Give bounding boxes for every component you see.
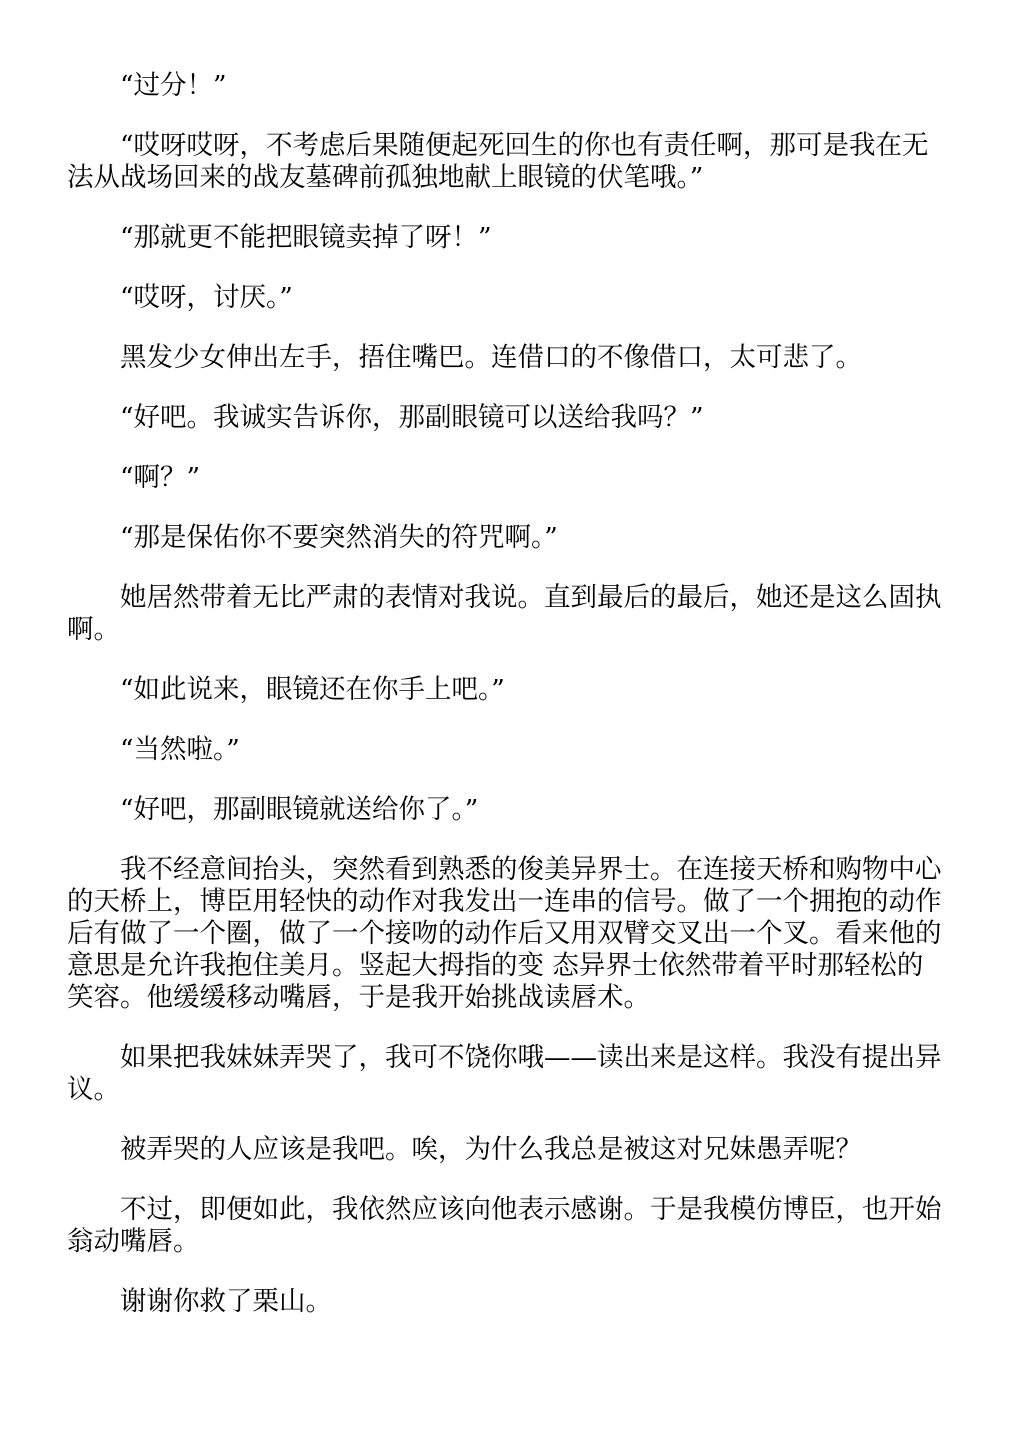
- paragraph-3: “那就更不能把眼镜卖掉了呀！”: [120, 222, 492, 253]
- paragraph-9: 她居然带着无比严肃的表情对我说。直到最后的最后，她还是这么固执啊。: [67, 582, 942, 645]
- paragraph-2: “哎呀哎呀，不考虑后果随便起死回生的你也有责任啊，那可是我在无法从战场回来的战友墓碑前孤独地献上眼镜的伏笔哦。”: [67, 130, 929, 193]
- paragraph-16: 不过，即便如此，我依然应该向他表示感谢。于是我模仿博臣，也开始翁动嘴唇。: [67, 1194, 942, 1257]
- paragraph-4: “哎呀，讨厌。”: [120, 282, 293, 313]
- paragraph-5: 黑发少女伸出左手，捂住嘴巴。连借口的不像借口，太可悲了。: [120, 342, 862, 373]
- paragraph-15: 被弄哭的人应该是我吧。唉，为什么我总是被这对兄妹愚弄呢？: [120, 1134, 862, 1165]
- paragraph-7: “啊？”: [120, 462, 201, 493]
- paragraph-17: 谢谢你救了栗山。: [120, 1286, 332, 1317]
- paragraph-8: “那是保佑你不要突然消失的符咒啊。”: [120, 522, 558, 553]
- paragraph-1: “过分！”: [120, 70, 227, 101]
- paragraph-13: 我不经意间抬头，突然看到熟悉的俊美异界士。在连接天桥和购物中心的天桥上，博臣用轻快的动作对我发出一连串的信号。做了一个拥抱的动作后有做了一个圈，做了一个接吻的动作后又用双臂交叉出一个叉。看来他的意思是允许我抱住美月。竖起大拇指的变 态异界士依然带着平时那轻松的笑容。他缓缓移动嘴唇，于是我开始挑战读唇术。: [67, 854, 942, 1013]
- paragraph-10: “如此说来，眼镜还在你手上吧。”: [120, 674, 505, 705]
- paragraph-6: “好吧。我诚实告诉你，那副眼镜可以送给我吗？”: [120, 402, 704, 433]
- paragraph-11: “当然啦。”: [120, 734, 240, 765]
- paragraph-12: “好吧，那副眼镜就送给你了。”: [120, 794, 479, 825]
- paragraph-14: 如果把我妹妹弄哭了，我可不饶你哦——读出来是这样。我没有提出异议。: [67, 1042, 942, 1105]
- document-page: [67, 70, 947, 1346]
